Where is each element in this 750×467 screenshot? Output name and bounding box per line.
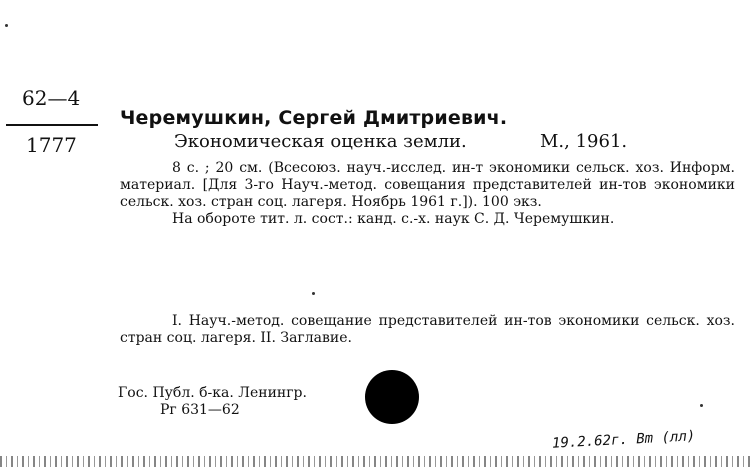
dust-speck <box>700 404 703 407</box>
tracing: I. Науч.-метод. совещание представителей ин-тов экономики сельск. хоз. стран соц. лагеря. II. Заглавие. <box>120 313 735 346</box>
library-number: Рг 631—62 <box>160 402 240 418</box>
library-name: Гос. Публ. б-ка. Ленингр. <box>118 385 307 401</box>
divider-line <box>6 124 98 126</box>
classification-number: 62—4 <box>22 86 81 110</box>
order-number: 1777 <box>26 133 77 157</box>
handwritten-note: 19.2.62г. Вm (лл) <box>551 428 696 452</box>
imprint: М., 1961. <box>540 131 628 152</box>
work-title: Экономическая оценка земли. <box>174 131 467 152</box>
author-heading: Черемушкин, Сергей Дмитриевич. <box>120 107 508 129</box>
dust-speck <box>312 292 315 295</box>
verso-note: На обороте тит. л. сост.: канд. с.-х. наук С. Д. Черемушкин. <box>172 211 615 227</box>
dust-speck <box>5 24 8 27</box>
collation-text: 8 с. ; 20 см. (Всесоюз. науч.-исслед. ин-т экономики сельск. хоз. Информ. материал. [Для 3-го Науч.-метод. совещания представителей ин-тов экономики сельск. хоз. стран соц. лагеря. Ноябрь 1961 г.]). 100 экз. <box>120 160 735 210</box>
card-bottom-edge <box>0 456 750 467</box>
bibliographic-description <box>120 160 735 228</box>
punch-hole <box>365 370 419 424</box>
